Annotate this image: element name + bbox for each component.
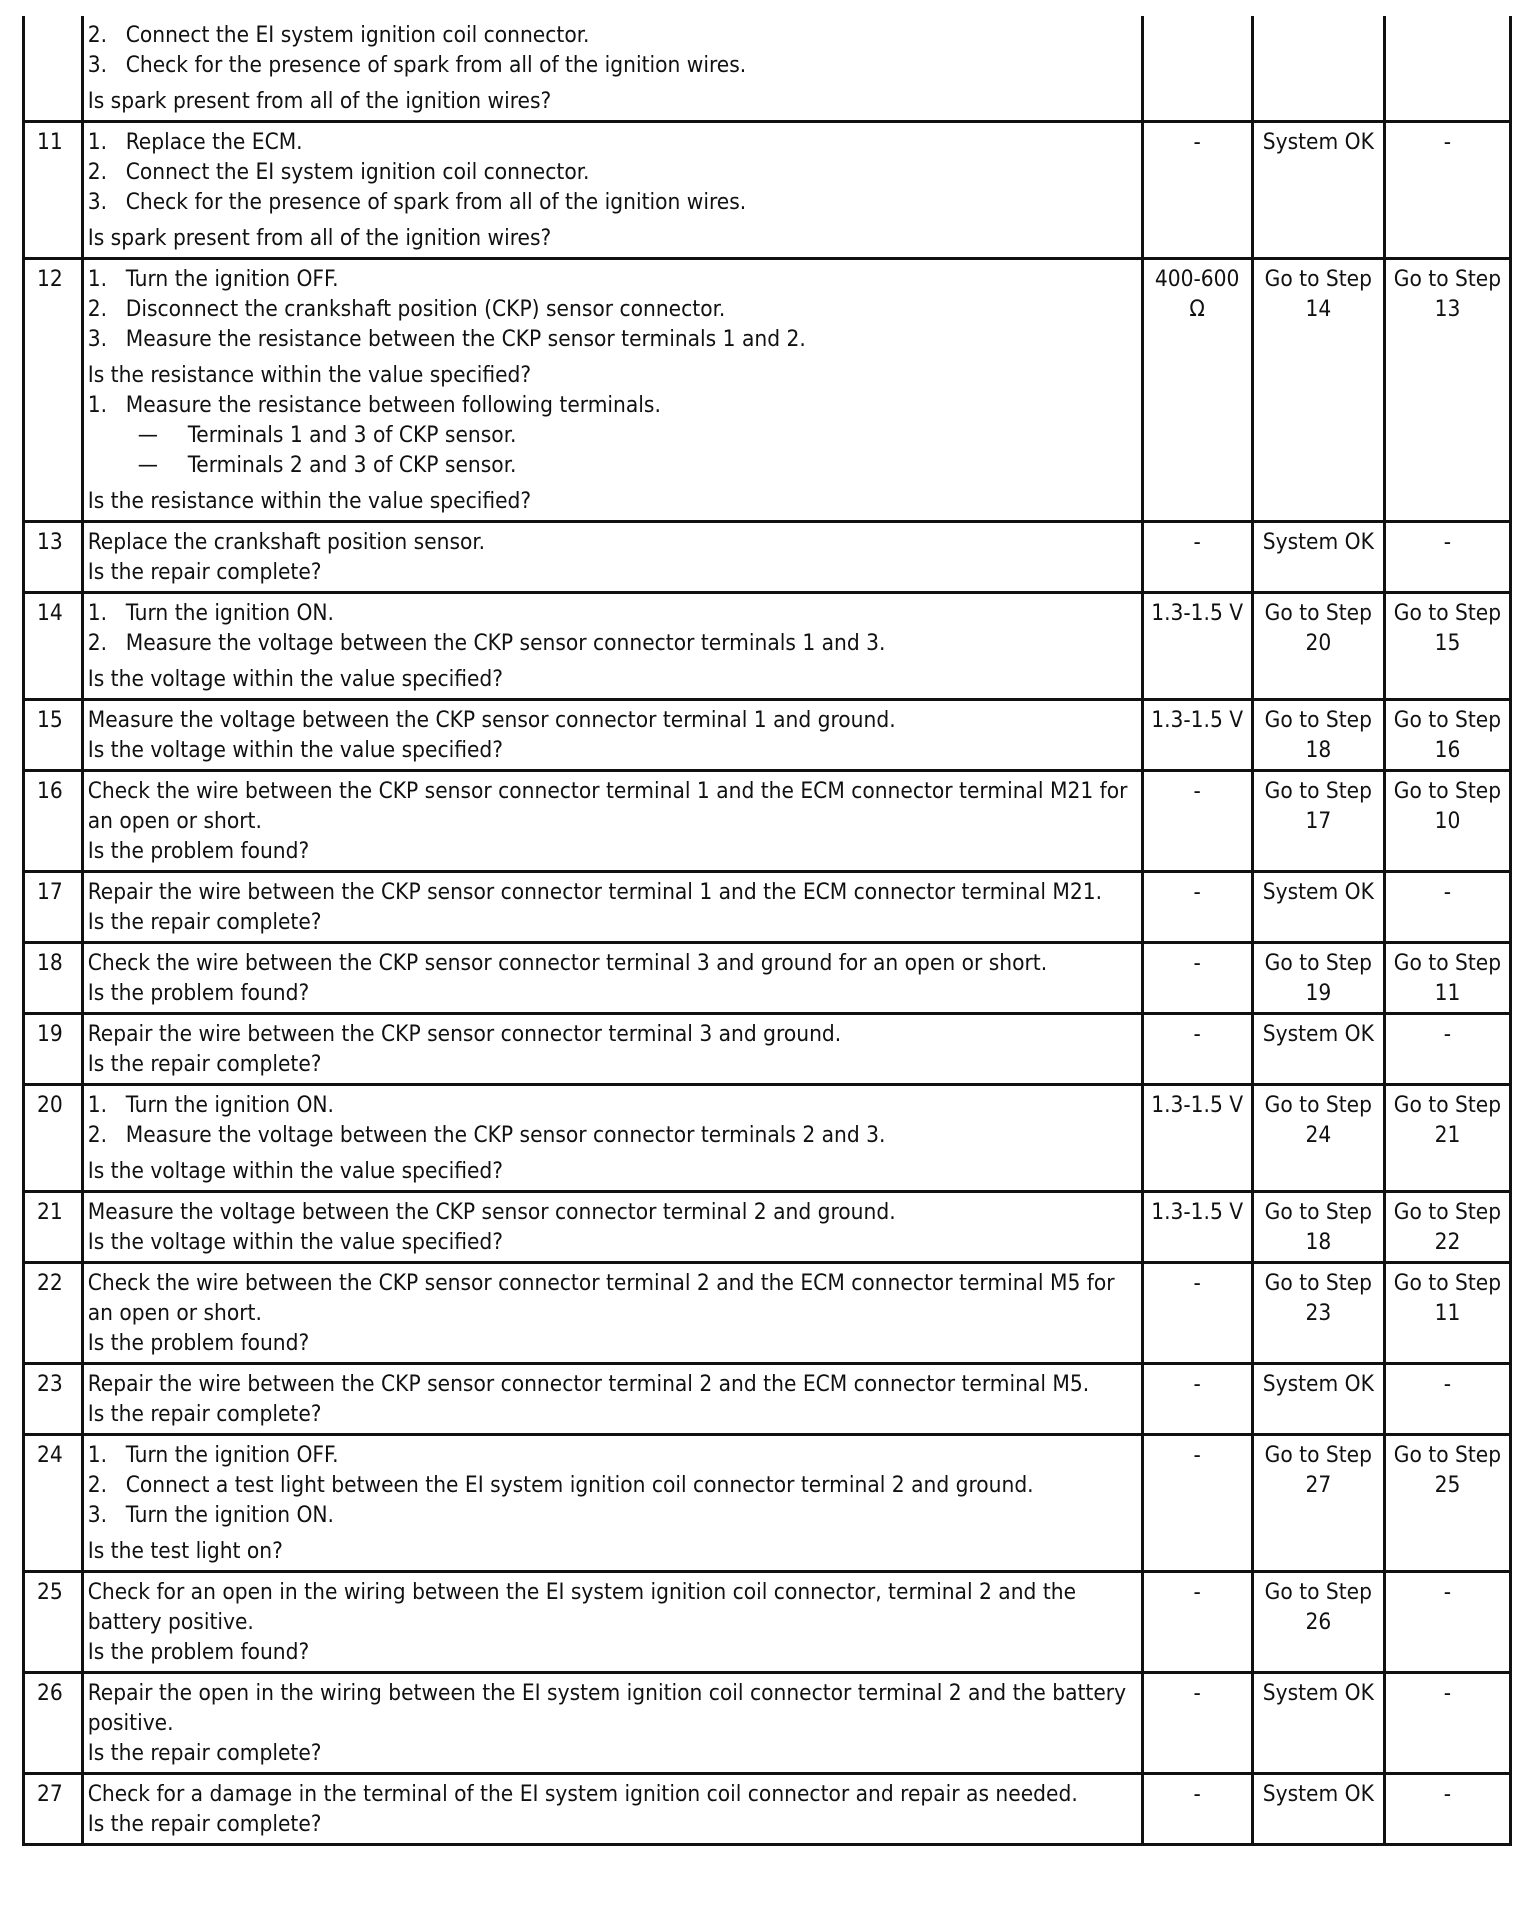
step-question: Is spark present from all of the ignition wires? [87, 88, 552, 114]
step-yes: System OK [1252, 1673, 1384, 1774]
step-question: Is the problem found? [87, 980, 310, 1006]
step-value: 1.3-1.5 V [1142, 1085, 1252, 1192]
table-row [24, 1774, 1511, 1845]
step-yes: Go to Step 23 [1252, 1263, 1384, 1364]
list-item: 1. Replace the ECM. [87, 129, 303, 155]
step-question: Is the repair complete? [87, 1051, 322, 1077]
step-number: 11 [24, 122, 83, 259]
step-question: Is spark present from all of the ignition wires? [87, 225, 552, 251]
step-action [82, 771, 1142, 872]
step-number: 21 [24, 1192, 83, 1263]
step-number: 12 [24, 259, 83, 522]
dash-bullet: — [137, 422, 158, 448]
step-number: 17 [24, 872, 83, 943]
step-no: Go to Step 13 [1384, 259, 1510, 522]
step-question: Is the voltage within the value specified? [87, 1158, 504, 1184]
step-action [82, 259, 1142, 522]
dash-bullet: — [137, 452, 158, 478]
step-number: 15 [24, 700, 83, 771]
list-item: 3. Check for the presence of spark from all of the ignition wires. [87, 189, 747, 215]
step-number: 18 [24, 943, 83, 1014]
step-number: 27 [24, 1774, 83, 1845]
step-action [82, 1014, 1142, 1085]
step-value: - [1142, 771, 1252, 872]
step-no: - [1384, 872, 1510, 943]
step-action [82, 700, 1142, 771]
step-no [1384, 16, 1510, 122]
step-yes: System OK [1252, 522, 1384, 593]
step-no: - [1384, 1572, 1510, 1673]
step-no: Go to Step 10 [1384, 771, 1510, 872]
step-text: Check for an open in the wiring between the EI system ignition coil connector, terminal 2 and the battery positive. [87, 1579, 1077, 1635]
step-no: - [1384, 1774, 1510, 1845]
step-question: Is the repair complete? [87, 559, 322, 585]
step-no: - [1384, 522, 1510, 593]
step-no: - [1384, 1364, 1510, 1435]
step-yes: Go to Step 24 [1252, 1085, 1384, 1192]
step-value: - [1142, 1673, 1252, 1774]
step-question: Is the problem found? [87, 1639, 310, 1665]
list-item: 2. Measure the voltage between the CKP sensor connector terminals 2 and 3. [87, 1122, 886, 1148]
table-row [24, 872, 1511, 943]
step-text: Repair the open in the wiring between the EI system ignition coil connector terminal 2 and the battery positive. [87, 1680, 1127, 1736]
step-question: Is the repair complete? [87, 1740, 322, 1766]
step-text: Check the wire between the CKP sensor connector terminal 2 and the ECM connector terminal M5 for an open or short. [87, 1270, 1115, 1326]
list-item: 1. Turn the ignition ON. [87, 1092, 334, 1118]
step-no: - [1384, 1673, 1510, 1774]
step-yes: System OK [1252, 1364, 1384, 1435]
step-no: Go to Step 11 [1384, 1263, 1510, 1364]
step-value: 400-600 Ω [1142, 259, 1252, 522]
step-question: Is the resistance within the value specified? [87, 488, 532, 514]
step-action [82, 522, 1142, 593]
step-no: Go to Step 25 [1384, 1435, 1510, 1572]
step-number: 26 [24, 1673, 83, 1774]
step-action [82, 593, 1142, 700]
step-question: Is the problem found? [87, 838, 310, 864]
step-action [82, 872, 1142, 943]
step-action [82, 1435, 1142, 1572]
list-item: 2. Measure the voltage between the CKP sensor connector terminals 1 and 3. [87, 630, 886, 656]
list-item: 2. Connect the EI system ignition coil connector. [87, 159, 590, 185]
table-row [24, 522, 1511, 593]
step-text: Replace the crankshaft position sensor. [87, 529, 486, 555]
step-action [82, 122, 1142, 259]
step-action [82, 1774, 1142, 1845]
table-row [24, 1572, 1511, 1673]
step-number: 25 [24, 1572, 83, 1673]
list-item: 2. Disconnect the crankshaft position (CKP) sensor connector. [87, 296, 726, 322]
step-number: 23 [24, 1364, 83, 1435]
step-number: 20 [24, 1085, 83, 1192]
step-text: Check the wire between the CKP sensor connector terminal 1 and the ECM connector terminal M21 for an open or short. [87, 778, 1128, 834]
list-item: 3. Turn the ignition ON. [87, 1502, 334, 1528]
step-yes: Go to Step 14 [1252, 259, 1384, 522]
step-no: - [1384, 122, 1510, 259]
step-yes: System OK [1252, 1014, 1384, 1085]
step-question: Is the repair complete? [87, 1401, 322, 1427]
step-action [82, 1085, 1142, 1192]
step-yes: Go to Step 19 [1252, 943, 1384, 1014]
step-action [82, 16, 1142, 122]
table-row [24, 1014, 1511, 1085]
list-item: 3. Measure the resistance between the CKP sensor terminals 1 and 2. [87, 326, 806, 352]
step-text: Repair the wire between the CKP sensor connector terminal 2 and the ECM connector terminal M5. [87, 1371, 1090, 1397]
step-number: 14 [24, 593, 83, 700]
step-no: Go to Step 22 [1384, 1192, 1510, 1263]
step-question: Is the voltage within the value specified? [87, 666, 504, 692]
step-yes: Go to Step 18 [1252, 1192, 1384, 1263]
list-item: 2. Connect a test light between the EI system ignition coil connector terminal 2 and ground. [87, 1472, 1034, 1498]
step-value: - [1142, 522, 1252, 593]
step-yes: System OK [1252, 122, 1384, 259]
step-number: 24 [24, 1435, 83, 1572]
table-row [24, 122, 1511, 259]
sub-list-item: — Terminals 1 and 3 of CKP sensor. [137, 422, 517, 448]
table-row [24, 1435, 1511, 1572]
list-item: 1. Turn the ignition OFF. [87, 1442, 339, 1468]
step-question: Is the voltage within the value specified? [87, 737, 504, 763]
step-question: Is the voltage within the value specified? [87, 1229, 504, 1255]
table-row [24, 1364, 1511, 1435]
step-number: 19 [24, 1014, 83, 1085]
step-value: - [1142, 122, 1252, 259]
sub-list-item: — Terminals 2 and 3 of CKP sensor. [137, 452, 517, 478]
step-no: Go to Step 16 [1384, 700, 1510, 771]
table-row [24, 16, 1511, 122]
step-value: - [1142, 1774, 1252, 1845]
table-row [24, 771, 1511, 872]
step-value: - [1142, 872, 1252, 943]
step-action [82, 1192, 1142, 1263]
step-yes: System OK [1252, 1774, 1384, 1845]
table-row [24, 259, 1511, 522]
step-value: 1.3-1.5 V [1142, 593, 1252, 700]
step-question: Is the problem found? [87, 1330, 310, 1356]
step-no: Go to Step 21 [1384, 1085, 1510, 1192]
step-value [1142, 16, 1252, 122]
step-number: 16 [24, 771, 83, 872]
step-action [82, 943, 1142, 1014]
list-item: 1. Turn the ignition OFF. [87, 266, 339, 292]
step-no: Go to Step 11 [1384, 943, 1510, 1014]
step-text: Check for a damage in the terminal of the EI system ignition coil connector and repair as needed. [87, 1781, 1078, 1807]
list-item: 1. Turn the ignition ON. [87, 600, 334, 626]
step-value: - [1142, 1572, 1252, 1673]
step-number [24, 16, 83, 122]
step-value: - [1142, 1014, 1252, 1085]
list-item: 2. Connect the EI system ignition coil connector. [87, 22, 590, 48]
step-number: 13 [24, 522, 83, 593]
table-row [24, 943, 1511, 1014]
step-question: Is the repair complete? [87, 1811, 322, 1837]
step-yes: Go to Step 20 [1252, 593, 1384, 700]
step-question: Is the repair complete? [87, 909, 322, 935]
table-row [24, 1673, 1511, 1774]
table-row [24, 1085, 1511, 1192]
step-yes: Go to Step 17 [1252, 771, 1384, 872]
step-action [82, 1572, 1142, 1673]
table-row [24, 700, 1511, 771]
table-row [24, 593, 1511, 700]
step-text: Measure the voltage between the CKP sensor connector terminal 2 and ground. [87, 1199, 896, 1225]
step-question: Is the resistance within the value specified? [87, 362, 532, 388]
step-no: Go to Step 15 [1384, 593, 1510, 700]
step-text: Measure the voltage between the CKP sensor connector terminal 1 and ground. [87, 707, 896, 733]
list-item: 3. Check for the presence of spark from all of the ignition wires. [87, 52, 747, 78]
step-question: Is the test light on? [87, 1538, 283, 1564]
step-text: Check the wire between the CKP sensor connector terminal 3 and ground for an open or short. [87, 950, 1048, 976]
table-row [24, 1263, 1511, 1364]
diagnostic-steps-table [22, 16, 1512, 1846]
step-value: - [1142, 943, 1252, 1014]
step-text: Repair the wire between the CKP sensor connector terminal 3 and ground. [87, 1021, 842, 1047]
step-yes [1252, 16, 1384, 122]
diagnostic-table-page [22, 16, 1512, 1846]
step-value: - [1142, 1435, 1252, 1572]
step-number: 22 [24, 1263, 83, 1364]
step-value: 1.3-1.5 V [1142, 700, 1252, 771]
step-action [82, 1364, 1142, 1435]
list-item: 1. Measure the resistance between following terminals. [87, 392, 661, 418]
step-yes: System OK [1252, 872, 1384, 943]
step-yes: Go to Step 27 [1252, 1435, 1384, 1572]
step-yes: Go to Step 26 [1252, 1572, 1384, 1673]
step-value: 1.3-1.5 V [1142, 1192, 1252, 1263]
step-value: - [1142, 1364, 1252, 1435]
step-no: - [1384, 1014, 1510, 1085]
step-yes: Go to Step 18 [1252, 700, 1384, 771]
step-action [82, 1673, 1142, 1774]
step-value: - [1142, 1263, 1252, 1364]
step-text: Repair the wire between the CKP sensor connector terminal 1 and the ECM connector terminal M21. [87, 879, 1103, 905]
table-row [24, 1192, 1511, 1263]
step-action [82, 1263, 1142, 1364]
